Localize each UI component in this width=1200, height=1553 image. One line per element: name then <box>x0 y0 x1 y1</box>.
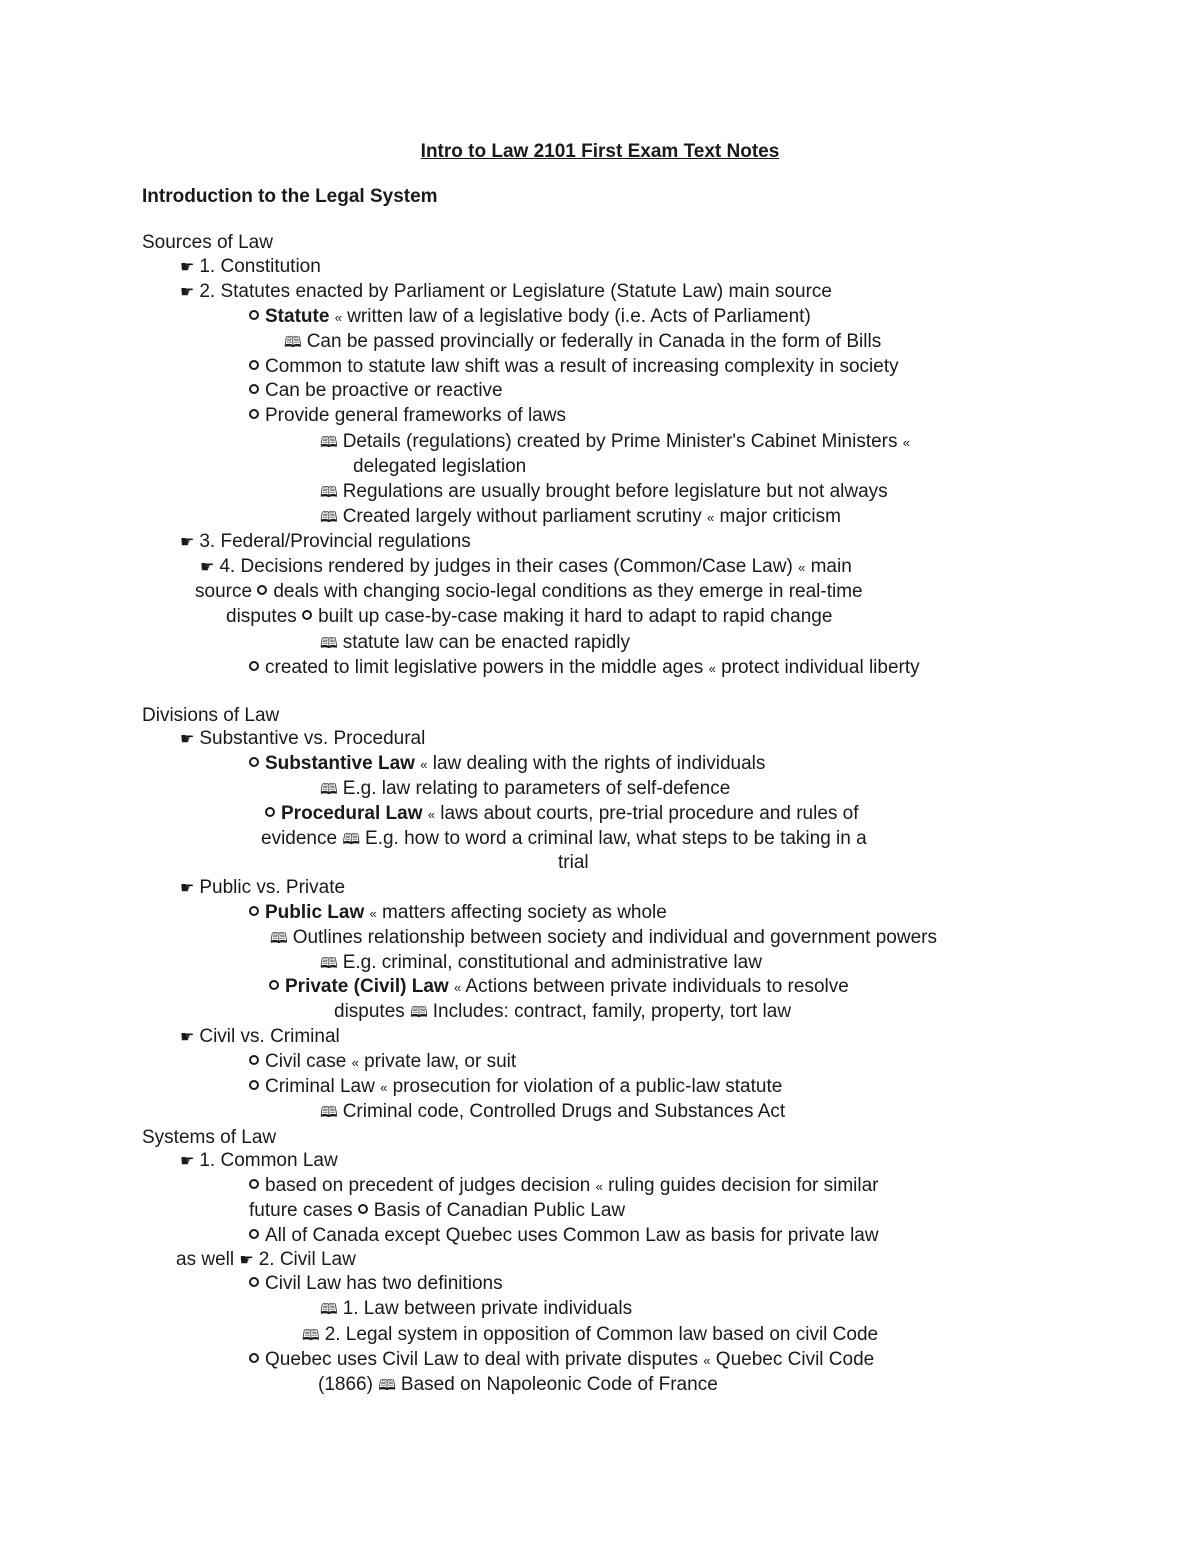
sources-heading: Sources of Law <box>142 232 273 253</box>
divisions-heading: Divisions of Law <box>142 705 280 726</box>
list-item-continuation: evidence 🕮 E.g. how to word a criminal law, what steps to be taking in a <box>261 828 867 849</box>
list-item: Procedural Law « laws about courts, pre-trial procedure and rules of <box>265 803 859 826</box>
book-icon: 🕮 <box>320 1301 338 1318</box>
list-item: ☛ Civil vs. Criminal <box>180 1026 340 1047</box>
book-icon: 🕮 <box>320 509 338 526</box>
pointing-hand-icon: ☛ <box>239 1252 254 1269</box>
arrow-icon: « <box>595 1179 603 1194</box>
list-item: 🕮 Can be passed provincially or federally in Canada in the form of Bills <box>284 331 882 352</box>
list-item: ☛ 3. Federal/Provincial regulations <box>180 531 471 552</box>
list-item: Public Law « matters affecting society as whole <box>249 902 667 925</box>
circle-bullet-icon <box>249 384 259 394</box>
book-icon: 🕮 <box>320 484 338 501</box>
book-icon: 🕮 <box>320 635 338 652</box>
circle-bullet-icon <box>249 1080 259 1090</box>
list-item-continuation: delegated legislation <box>353 456 527 477</box>
list-item: Private (Civil) Law « Actions between private individuals to resolve <box>269 976 849 999</box>
pointing-hand-icon: ☛ <box>180 284 195 301</box>
list-item: ☛ 1. Constitution <box>180 256 321 277</box>
circle-bullet-icon <box>249 1055 259 1065</box>
pointing-hand-icon: ☛ <box>200 559 215 576</box>
list-item: 🕮 Regulations are usually brought before legislature but not always <box>320 481 888 502</box>
list-item: 🕮 Criminal code, Controlled Drugs and Substances Act <box>320 1101 786 1122</box>
list-item: Common to statute law shift was a result of increasing complexity in society <box>249 356 899 378</box>
list-item: 🕮 E.g. law relating to parameters of self-defence <box>320 778 731 799</box>
book-icon: 🕮 <box>284 334 302 351</box>
circle-bullet-icon <box>249 757 259 767</box>
list-item: created to limit legislative powers in the middle ages « protect individual liberty <box>249 657 920 680</box>
arrow-icon: « <box>351 1055 359 1070</box>
list-item-continuation: future cases Basis of Canadian Public Law <box>249 1200 626 1221</box>
list-item: 🕮 1. Law between private individuals <box>320 1298 633 1319</box>
book-icon: 🕮 <box>342 831 361 848</box>
list-item: Can be proactive or reactive <box>249 380 503 402</box>
circle-bullet-icon <box>249 906 259 916</box>
arrow-icon: « <box>798 560 806 575</box>
list-item: 🕮 2. Legal system in opposition of Common law based on civil Code <box>302 1324 879 1345</box>
list-item: Criminal Law « prosecution for violation of a public-law statute <box>249 1076 782 1099</box>
pointing-hand-icon: ☛ <box>180 731 195 748</box>
list-item: Civil case « private law, or suit <box>249 1051 516 1074</box>
circle-bullet-icon <box>249 1353 259 1363</box>
list-item: ☛ Public vs. Private <box>180 877 346 898</box>
arrow-icon: « <box>703 1353 711 1368</box>
circle-bullet-icon <box>249 409 259 419</box>
book-icon: 🕮 <box>320 955 338 972</box>
book-icon: 🕮 <box>320 434 338 451</box>
arrow-icon: « <box>708 661 716 676</box>
pointing-hand-icon: ☛ <box>180 880 195 897</box>
list-item: Quebec uses Civil Law to deal with private disputes « Quebec Civil Code <box>249 1349 874 1372</box>
arrow-icon: « <box>453 980 462 995</box>
pointing-hand-icon: ☛ <box>180 534 195 551</box>
pointing-hand-icon: ☛ <box>180 1153 195 1170</box>
arrow-icon: « <box>427 807 436 822</box>
document-title: Intro to Law 2101 First Exam Text Notes <box>420 141 780 162</box>
systems-heading: Systems of Law <box>142 1127 277 1148</box>
circle-bullet-icon <box>249 310 259 320</box>
circle-bullet-icon <box>265 807 275 817</box>
pointing-hand-icon: ☛ <box>180 259 195 276</box>
list-item: 🕮 E.g. criminal, constitutional and administrative law <box>320 952 762 973</box>
section-heading: Introduction to the Legal System <box>142 186 438 207</box>
book-icon: 🕮 <box>320 1104 338 1121</box>
list-item-continuation: source deals with changing socio-legal conditions as they emerge in real-time <box>195 581 863 602</box>
list-item: Civil Law has two definitions <box>249 1273 503 1295</box>
list-item-continuation: as well ☛ 2. Civil Law <box>176 1249 356 1270</box>
book-icon: 🕮 <box>302 1327 320 1344</box>
book-icon: 🕮 <box>410 1004 428 1021</box>
list-item: 🕮 Details (regulations) created by Prime Minister's Cabinet Ministers « <box>320 431 911 452</box>
circle-bullet-icon <box>249 1277 259 1287</box>
list-item: 🕮 statute law can be enacted rapidly <box>320 632 630 653</box>
book-icon: 🕮 <box>270 930 288 947</box>
list-item-continuation: trial <box>558 852 589 873</box>
circle-bullet-icon <box>249 1229 259 1239</box>
arrow-icon: « <box>902 435 911 450</box>
arrow-icon: « <box>380 1080 388 1095</box>
list-item: ☛ 4. Decisions rendered by judges in their cases (Common/Case Law) « main <box>200 556 852 577</box>
arrow-icon: « <box>334 310 342 325</box>
arrow-icon: « <box>707 510 715 525</box>
circle-bullet-icon <box>257 585 267 595</box>
list-item: 🕮 Outlines relationship between society and individual and government powers <box>270 927 937 948</box>
list-item: based on precedent of judges decision « ruling guides decision for similar <box>249 1175 879 1198</box>
circle-bullet-icon <box>249 360 259 370</box>
list-item: ☛ Substantive vs. Procedural <box>180 728 426 749</box>
circle-bullet-icon <box>269 980 279 990</box>
circle-bullet-icon <box>302 610 312 620</box>
book-icon: 🕮 <box>378 1377 396 1394</box>
circle-bullet-icon <box>249 1179 259 1189</box>
list-item: Statute « written law of a legislative body (i.e. Acts of Parliament) <box>249 306 811 329</box>
list-item: Substantive Law « law dealing with the rights of individuals <box>249 753 765 776</box>
list-item-continuation: (1866) 🕮 Based on Napoleonic Code of France <box>318 1374 718 1395</box>
list-item: ☛ 2. Statutes enacted by Parliament or Legislature (Statute Law) main source <box>180 281 832 302</box>
circle-bullet-icon <box>249 661 259 671</box>
pointing-hand-icon: ☛ <box>180 1029 195 1046</box>
list-item: All of Canada except Quebec uses Common Law as basis for private law <box>249 1225 879 1247</box>
list-item: 🕮 Created largely without parliament scrutiny « major criticism <box>320 506 841 527</box>
arrow-icon: « <box>420 757 428 772</box>
list-item-continuation: disputes 🕮 Includes: contract, family, property, tort law <box>334 1001 792 1022</box>
list-item-continuation: disputes built up case-by-case making it hard to adapt to rapid change <box>226 606 833 627</box>
arrow-icon: « <box>369 906 377 921</box>
list-item: ☛ 1. Common Law <box>180 1150 338 1171</box>
circle-bullet-icon <box>358 1204 368 1214</box>
book-icon: 🕮 <box>320 781 338 798</box>
list-item: Provide general frameworks of laws <box>249 405 566 427</box>
